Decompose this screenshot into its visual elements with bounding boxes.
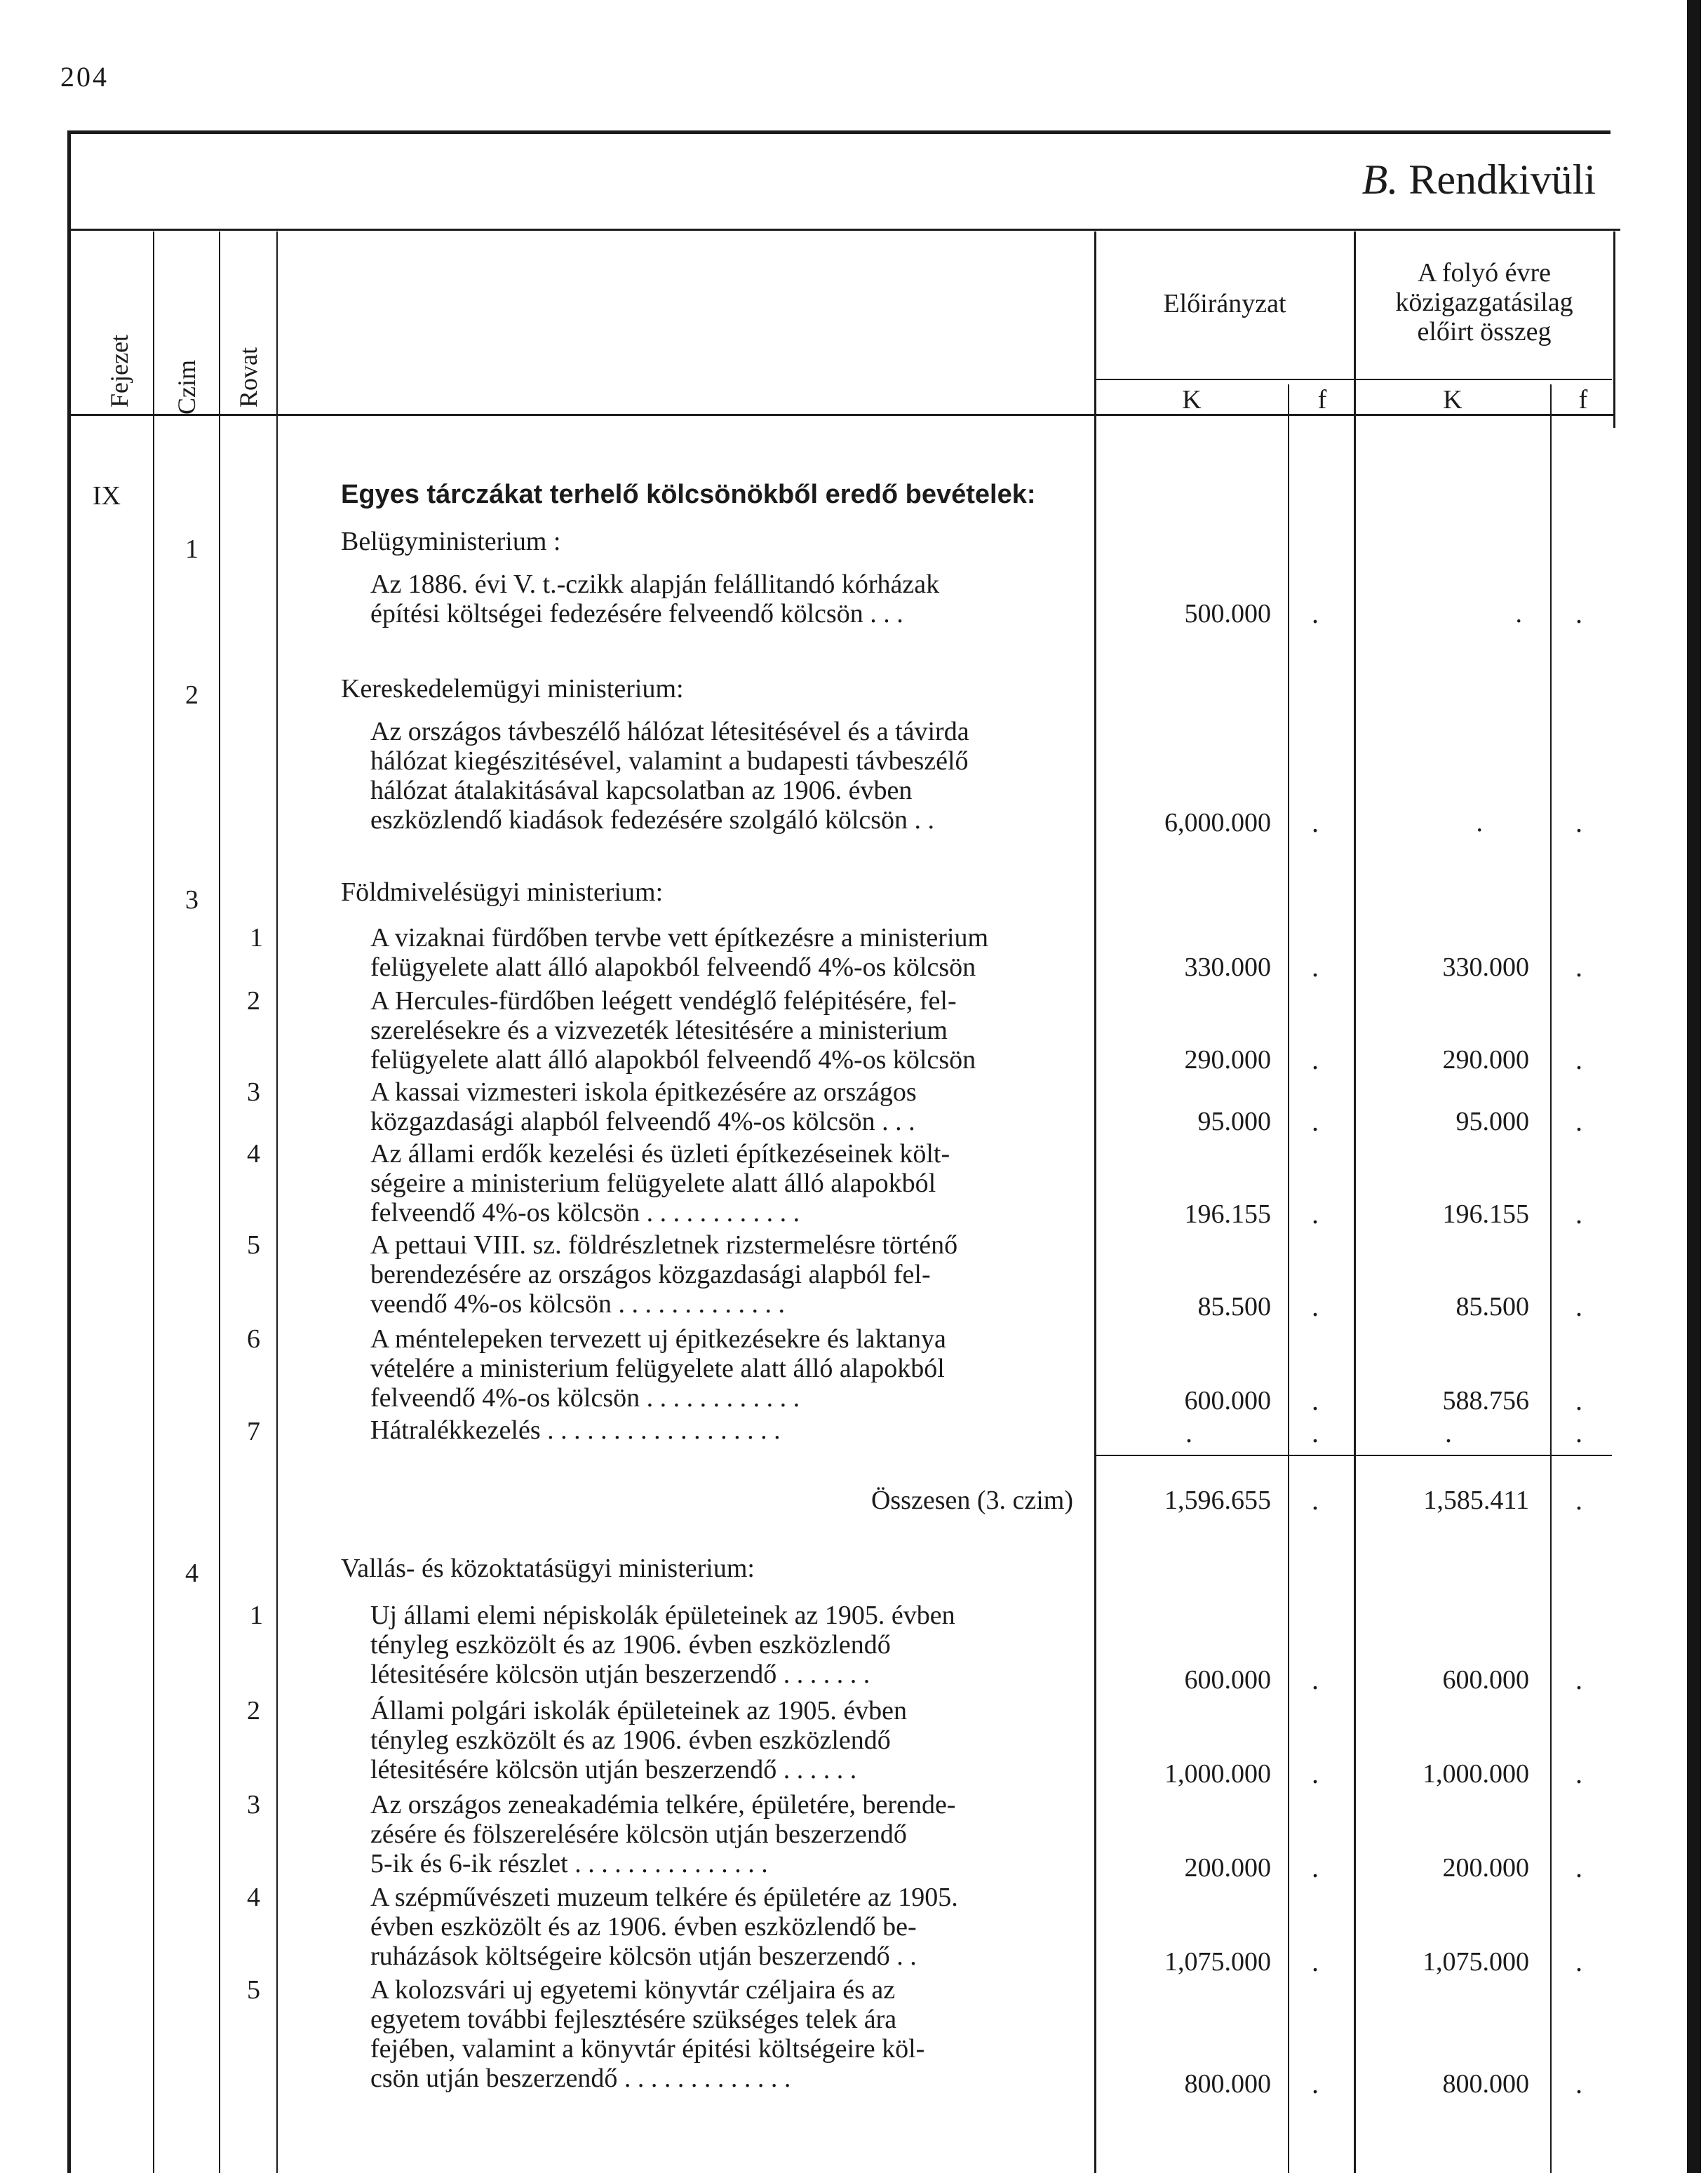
item-description: A vizaknai fürdőben tervbe vett építkezésre a ministerium felügyelete alatt álló alapokból felveendő 4%-os kölcsön [370,923,989,982]
table-top-rule [67,130,1611,134]
header-eloiranyzat-k: K [1182,385,1202,415]
eloiranyzat-f: . [1312,1664,1319,1695]
header-folyo-evre [1357,258,1612,347]
eloirt-value: 1,075.000 [1423,1947,1529,1977]
eloirt-value: 1,000.000 [1423,1759,1529,1789]
item-description: A kolozsvári uj egyetemi könyvtár czéljaira és az egyetem további fejlesztésére szükséges telek ára fejében, valamint a könyvtár épitési költségeire köl- csön utján beszerzendő . . . . . . . . . . . . . [370,1975,925,2093]
ministry-title: Vallás- és közoktatásügyi ministerium: [341,1554,755,1583]
rovat-number: 1 [250,923,263,953]
eloirt-f: . [1575,1946,1582,1977]
eloirt-value: 600.000 [1442,1665,1529,1695]
czim-number: 1 [185,534,199,564]
eloiranyzat-value: 800.000 [1184,2069,1271,2099]
eloiranyzat-f: . [1312,1198,1319,1230]
item-description: A szépművészeti muzeum telkére és épületére az 1905. évben eszközölt és az 1906. évben eszközlendő be- ruházások költségeire kölcsön utján beszerzendő . . [370,1883,958,1971]
eloiranyzat-value: 500.000 [1184,599,1271,628]
eloiranyzat-f: . [1312,1291,1319,1322]
heading: Egyes tárczákat terhelő kölcsönökből eredő bevételek: [341,480,1036,509]
header-rovat: Rovat [234,347,262,408]
eloirt-value: 800.000 [1442,2069,1529,2099]
table-right-rule [1613,231,1615,428]
header-eloiranyzat: Előirányzat [1163,289,1286,318]
eloiranyzat-f: . [1312,1852,1319,1883]
eloirt-value: 196.155 [1442,1199,1529,1229]
eloiranyzat-value: . [1185,1417,1192,1448]
rovat-number: 5 [247,1230,260,1260]
eloiranyzat-f: . [1312,1385,1319,1416]
eloiranyzat-f: . [1312,1758,1319,1789]
eloirt-value: . [1445,1417,1452,1448]
czim-number: 4 [185,1559,199,1588]
header-eloiranyzat-f: f [1317,385,1327,415]
eloiranyzat-f: . [1312,2068,1319,2099]
eloiranyzat-kf-rule [1288,384,1289,2173]
rovat-number: 5 [247,1975,260,2005]
czim-number: 2 [185,680,199,710]
rovat-number: 4 [247,1883,260,1912]
eloirt-value: 95.000 [1455,1107,1529,1136]
eloiranyzat-value: 95.000 [1197,1107,1271,1136]
eloirt-value: 85.500 [1455,1292,1529,1321]
czim-rovat-rule [219,231,220,2173]
eloirt-f: . [1575,2068,1582,2099]
eloirt-f: . [1575,1852,1582,1883]
item-description: A pettaui VIII. sz. földrészletnek rizstermelésre történő berendezésére az országos közgazdasági alapból fel- veendő 4%-os kölcsön . . . . . . . . . . . . . [370,1230,958,1319]
eloiranyzat-value: 200.000 [1184,1853,1271,1883]
rovat-number: 2 [247,986,260,1016]
eloirt-f: . [1575,1417,1582,1448]
eloirt-f: . [1575,951,1582,983]
rovat-number: 3 [247,1077,260,1107]
rovat-number: 2 [247,1696,260,1725]
ministry-title: Kereskedelemügyi ministerium: [341,674,684,704]
item-description: A méntelepeken tervezett uj épitkezésekre és laktanya vételére a ministerium felügyelete alatt álló alapokból felveendő 4%-os kölcsön . . . . . . . . . . . . [370,1324,946,1413]
item-description: Az 1886. évi V. t.-czikk alapján felállitandó kórházak építési költségei fedezésére felveendő kölcsön . . . [370,570,940,628]
czim-number: 3 [185,885,199,915]
item-description: Állami polgári iskolák épületeinek az 1905. évben tényleg eszközölt és az 1906. évben eszközlendő létesitésére kölcsön utján beszerzendő . . . . . . [370,1696,908,1784]
eloirt-f: . [1575,1758,1582,1789]
ministry-title: Földmivelésügyi ministerium: [341,877,664,907]
eloiranyzat-f: . [1312,1946,1319,1977]
eloiranyzat-value: 290.000 [1184,1045,1271,1075]
section-title-text: Rendkivüli [1408,156,1596,203]
subtotal-eloirt-f: . [1575,1484,1582,1516]
eloiranyzat-f: . [1312,951,1319,983]
eloiranyzat-value: 1,000.000 [1164,1759,1271,1789]
eloiranyzat-value: 600.000 [1184,1386,1271,1415]
eloiranyzat-f: . [1312,598,1319,629]
eloirt-value: 290.000 [1442,1045,1529,1075]
eloirt-f: . [1575,1044,1582,1075]
header-czim: Czim [173,360,201,415]
item-description: A kassai vizmesteri iskola épitkezésére az országos közgazdasági alapból felveendő 4%-os kölcsön . . . [370,1077,917,1136]
eloiranyzat-f: . [1312,1105,1319,1137]
eloiranyzat-value: 196.155 [1184,1199,1271,1229]
item-description: Az országos zeneakadémia telkére, épületére, berende- zésére és fölszerelésére kölcsön utján beszerzendő 5-ik és 6-ik részlet . . . . . . . . . . . . . . . [370,1790,956,1878]
header-folyo-line-3: előirt összeg [1417,317,1552,347]
rovat-number: 3 [247,1790,260,1819]
ministry-title: Belügyministerium : [341,527,561,556]
eloiranyzat-f: . [1312,1044,1319,1075]
item-description: A Hercules-fürdőben leégett vendéglő felépitésére, fel- szerelésekre és a vizvezeték létesitésére a ministerium felügyelete alatt álló alapokból felveendő 4%-os kölcsön [370,986,976,1075]
desc-eloiranyzat-rule [1094,231,1096,2173]
eloiranyzat-value: 600.000 [1184,1665,1271,1695]
table-left-rule [67,130,71,2173]
eloirt-f: . [1575,1664,1582,1695]
subtotal-eloiranyzat: 1,596.655 [1164,1486,1271,1515]
eloirt-value: . [1476,808,1483,837]
eloirt-kf-rule [1550,384,1552,2173]
binding-edge [1687,0,1701,2173]
header-top-rule [70,229,1620,231]
section-letter: B. [1361,156,1399,203]
rovat-number: 6 [247,1324,260,1354]
header-eloirt-k: K [1443,385,1462,415]
eloiranyzat-eloirt-rule [1354,231,1356,2173]
eloirt-f: . [1575,1291,1582,1322]
section-title [1362,156,1596,204]
rovat-number: 1 [250,1601,263,1630]
eloirt-f: . [1575,1385,1582,1416]
item-description: Az állami erdők kezelési és üzleti építkezéseinek költ- ségeire a ministerium felügyelete alatt álló alapokból felveendő 4%-os kölcsön . . . . . . . . . . . . [370,1139,950,1227]
eloirt-f: . [1575,598,1582,629]
eloiranyzat-f: . [1312,1417,1319,1448]
eloirt-f: . [1575,1198,1582,1230]
eloiranyzat-value: 6,000.000 [1164,808,1271,837]
subtotal-label: Összesen (3. czim) [870,1486,1073,1515]
item-description: Hátralékkezelés . . . . . . . . . . . . . . . . . . [370,1415,781,1445]
header-folyo-line-1: A folyó évre [1418,258,1551,288]
subtotal-eloirt: 1,585.411 [1423,1486,1529,1515]
header-fejezet: Fejezet [105,335,133,408]
eloirt-value: . [1515,599,1522,628]
page-number: 204 [60,61,109,93]
eloirt-value: 588.756 [1442,1386,1529,1415]
rovat-desc-rule [276,231,278,2173]
eloiranyzat-value: 85.500 [1197,1292,1271,1321]
header-folyo-line-2: közigazgatásilag [1395,288,1573,317]
item-description: Az országos távbeszélő hálózat létesitésével és a távirda hálózat kiegészitésével, valamint a budapesti távbeszélő hálózat átalakitásával kapcsolatban az 1906. évben eszközlendő kiadások fedezésére szolgáló kölcsön . . [370,717,969,835]
eloirt-value: 330.000 [1442,953,1529,982]
header-eloirt-f: f [1578,385,1588,415]
eloiranyzat-value: 1,075.000 [1164,1947,1271,1977]
item-description: Uj állami elemi népiskolák épületeinek az 1905. évben tényleg eszközölt és az 1906. évben eszközlendő létesitésére kölcsön utján beszerzendő . . . . . . . [370,1601,955,1689]
eloiranyzat-value: 330.000 [1184,953,1271,982]
eloirt-value: 200.000 [1442,1853,1529,1883]
rovat-number: 7 [247,1417,260,1446]
rovat-number: 4 [247,1139,260,1169]
fejezet-czim-rule [153,231,154,2173]
chapter-number: IX [93,481,121,511]
eloiranyzat-f: . [1312,807,1319,838]
eloirt-f: . [1575,1105,1582,1137]
subtotal-eloiranyzat-f: . [1312,1484,1319,1516]
eloirt-f: . [1575,807,1582,838]
